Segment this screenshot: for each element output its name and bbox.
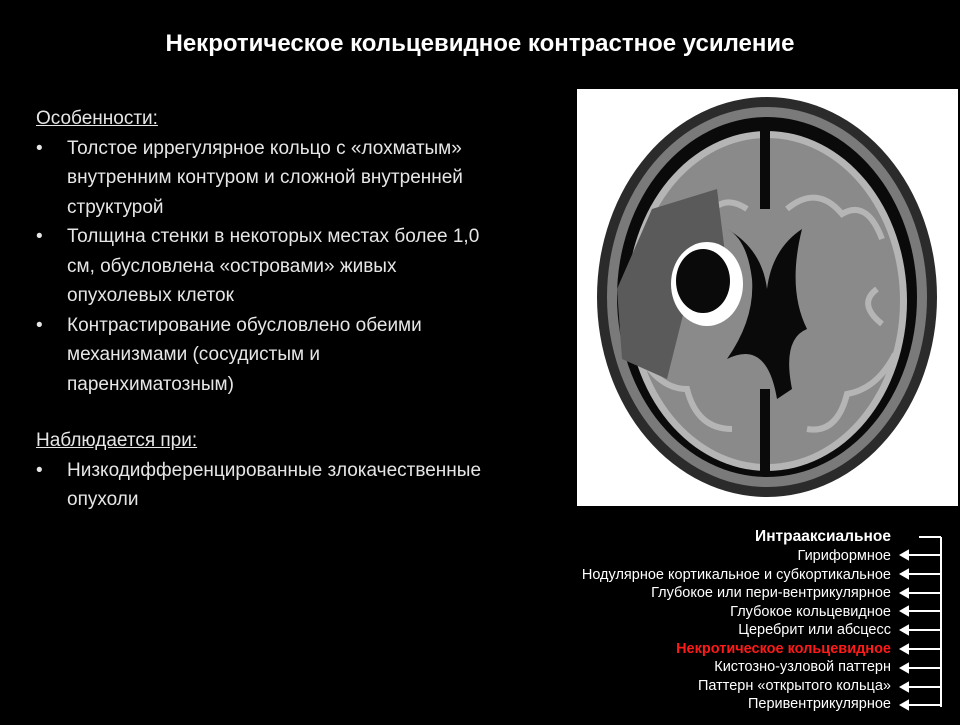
observed-item: • Низкодифференцированные злокачественные опухоли bbox=[36, 456, 486, 515]
brain-diagram bbox=[577, 89, 958, 506]
legend-item: Перивентрикулярное bbox=[747, 696, 891, 712]
legend-item: Глубокое или пери-вентрикулярное bbox=[651, 585, 891, 601]
legend-item: Глубокое кольцевидное bbox=[730, 603, 891, 620]
legend-bracket bbox=[895, 527, 955, 720]
legend-heading: Интрааксиальное bbox=[755, 528, 891, 545]
features-list bbox=[36, 134, 486, 400]
legend-item: Нодулярное кортикальное и субкортикальное bbox=[581, 566, 891, 583]
feature-item: • Контрастирование обусловлено обеими механизмами (сосудистым и паренхиматозным) bbox=[36, 311, 486, 400]
text-panel bbox=[36, 104, 486, 515]
observed-heading: Наблюдается при: bbox=[36, 430, 198, 451]
feature-item: • Толстое иррегулярное кольцо с «лохматым» внутренним контуром и сложной внутренней структурой bbox=[36, 134, 486, 223]
observed-list bbox=[36, 456, 486, 515]
features-heading: Особенности: bbox=[36, 108, 158, 129]
legend-item: Гириформное bbox=[797, 548, 891, 564]
legend-item-highlighted: Некротическое кольцевидное bbox=[676, 640, 891, 657]
legend-item: Паттерн «открытого кольца» bbox=[697, 677, 891, 694]
legend-item: Кистозно-узловой паттерн bbox=[714, 659, 891, 675]
pattern-legend bbox=[471, 527, 891, 714]
legend-item: Церебрит или абсцесс bbox=[738, 622, 891, 638]
slide-title: Некротическое кольцевидное контрастное усиление bbox=[165, 30, 795, 57]
feature-item: • Толщина стенки в некоторых местах более 1,0 см, обусловлена «островами» живых опухолевых клеток bbox=[36, 222, 486, 311]
